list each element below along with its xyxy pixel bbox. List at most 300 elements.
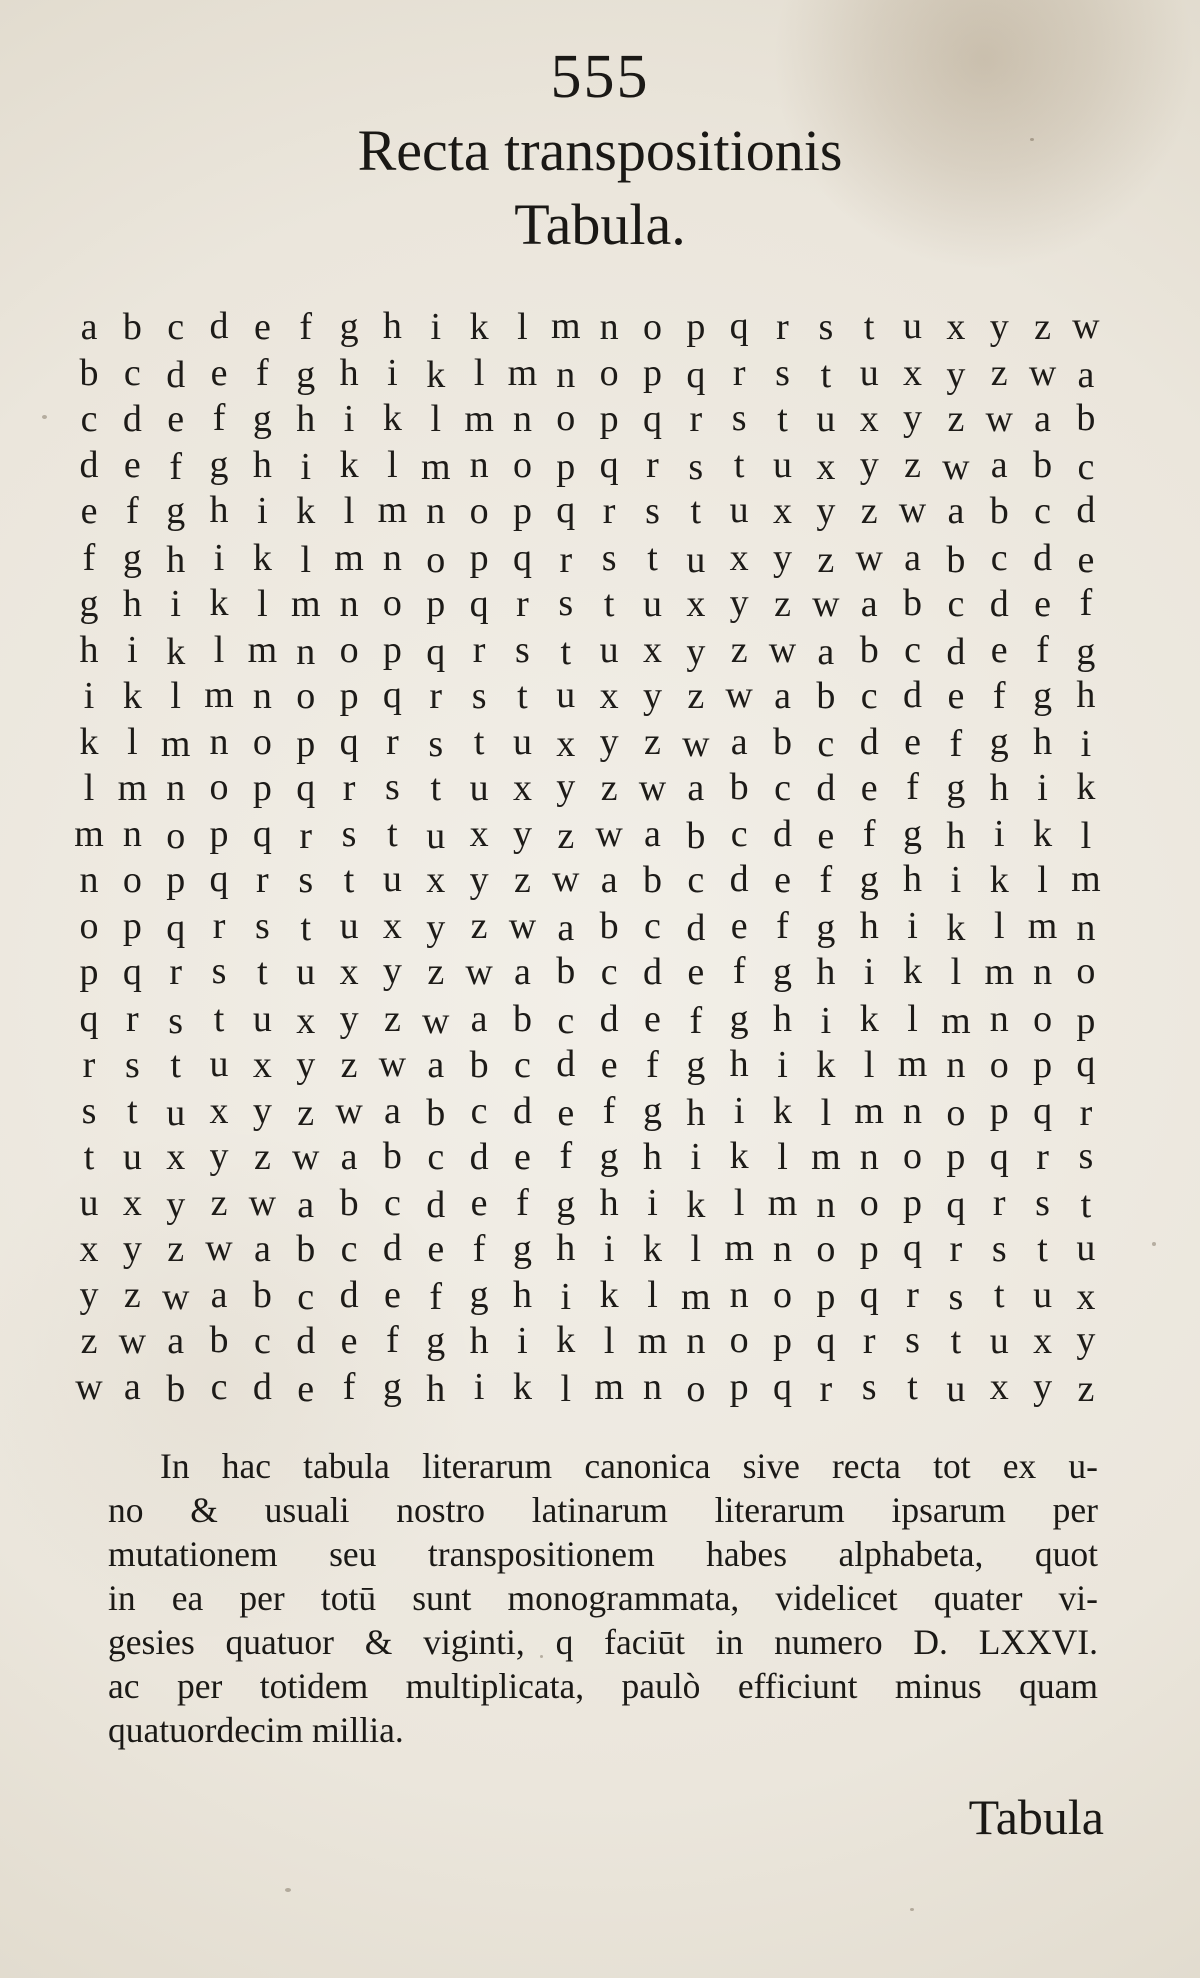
table-cell-letter: c: [210, 1366, 228, 1409]
table-cell-letter: b: [1033, 444, 1053, 487]
table-cell-letter: g: [512, 1227, 532, 1270]
table-cell-letter: o: [122, 859, 142, 902]
table-row: [70, 853, 1105, 902]
table-cell-letter: b: [512, 997, 532, 1040]
table-cell-letter: b: [642, 859, 662, 902]
table-cell-letter: c: [123, 352, 141, 395]
table-cell-letter: u: [382, 858, 402, 901]
table-cell-letter: g: [816, 907, 836, 950]
table-cell-letter: g: [729, 997, 749, 1040]
table-cell-letter: c: [1034, 490, 1051, 533]
table-row: [70, 807, 1105, 858]
table-row: [70, 438, 1105, 489]
table-cell-letter: o: [556, 397, 576, 440]
table-cell-letter: n: [1076, 907, 1096, 950]
table-cell-letter: g: [339, 306, 359, 349]
table-cell-letter: t: [560, 630, 572, 673]
table-cell-letter: z: [427, 951, 445, 994]
table-cell-letter: p: [252, 767, 272, 810]
table-cell-letter: o: [773, 1274, 792, 1317]
table-cell-letter: k: [469, 306, 489, 349]
table-cell-letter: e: [383, 1274, 401, 1317]
table-cell-letter: d: [339, 1274, 359, 1317]
table-cell-letter: y: [79, 1274, 99, 1317]
table-cell-letter: n: [469, 444, 489, 487]
table-cell-letter: a: [687, 767, 705, 810]
table-cell-letter: m: [1071, 858, 1101, 901]
table-cell-letter: n: [426, 490, 446, 533]
table-cell-letter: a: [297, 1183, 315, 1226]
table-cell-letter: z: [904, 444, 921, 487]
table-cell-letter: r: [386, 720, 399, 763]
table-cell-letter: t: [603, 582, 615, 625]
table-cell-letter: t: [820, 354, 832, 397]
table-cell-letter: w: [638, 767, 667, 810]
table-cell-letter: y: [426, 907, 446, 950]
table-cell-letter: y: [252, 1089, 272, 1132]
table-cell-letter: d: [599, 997, 619, 1040]
table-cell-letter: g: [209, 444, 229, 487]
table-cell-letter: r: [299, 815, 313, 858]
table-cell-letter: l: [430, 398, 442, 441]
table-row: [70, 1360, 1105, 1411]
table-cell-letter: m: [854, 1089, 884, 1132]
table-cell-letter: h: [512, 1274, 532, 1317]
table-row: [70, 1314, 1105, 1363]
table-cell-letter: i: [300, 446, 311, 489]
table-cell-letter: o: [209, 766, 229, 809]
table-cell-letter: o: [469, 490, 489, 533]
table-cell-letter: g: [382, 1366, 402, 1409]
table-cell-letter: b: [166, 1368, 186, 1411]
table-cell-letter: s: [775, 352, 790, 395]
table-cell-letter: b: [469, 1043, 489, 1086]
table-cell-letter: g: [252, 398, 272, 441]
table-cell-letter: n: [1033, 951, 1053, 994]
table-cell-letter: y: [903, 397, 923, 440]
table-cell-letter: o: [512, 444, 532, 487]
table-cell-letter: q: [599, 444, 619, 487]
table-cell-letter: l: [863, 1043, 875, 1086]
table-cell-letter: f: [82, 536, 96, 579]
table-cell-letter: q: [339, 720, 359, 763]
table-cell-letter: h: [79, 628, 99, 671]
table-cell-letter: b: [556, 950, 576, 993]
paragraph-line: no & usuali nostro latinarum literarum ipsarum per: [108, 1490, 1098, 1530]
table-cell-letter: k: [686, 1183, 706, 1226]
table-row: [70, 577, 1105, 623]
table-cell-letter: h: [599, 1181, 619, 1224]
table-cell-letter: d: [79, 444, 99, 487]
table-row: [70, 1222, 1105, 1268]
table-cell-letter: i: [863, 951, 875, 994]
table-cell-letter: d: [1033, 536, 1053, 579]
table-cell-letter: e: [947, 674, 965, 717]
table-cell-letter: g: [296, 354, 316, 397]
table-cell-letter: x: [469, 813, 489, 856]
table-cell-letter: t: [83, 1135, 95, 1178]
table-cell-letter: s: [515, 628, 530, 671]
table-cell-letter: f: [862, 813, 876, 856]
table-cell-letter: l: [517, 306, 528, 349]
table-cell-letter: i: [1037, 767, 1048, 810]
table-cell-letter: m: [290, 582, 321, 625]
table-row: [70, 530, 1105, 581]
table-cell-letter: x: [382, 905, 402, 948]
table-cell-letter: u: [599, 628, 619, 671]
table-cell-letter: t: [690, 490, 702, 533]
table-row: [70, 1130, 1105, 1176]
table-cell-letter: r: [472, 628, 486, 671]
page-title: Recta transpositionis: [357, 118, 843, 183]
table-cell-letter: y: [686, 630, 706, 673]
table-cell-letter: u: [989, 1320, 1009, 1363]
table-cell-letter: e: [514, 1135, 531, 1178]
table-cell-letter: p: [729, 1366, 749, 1409]
table-cell-letter: c: [860, 674, 878, 717]
table-cell-letter: y: [859, 444, 879, 487]
table-cell-letter: d: [382, 1226, 402, 1269]
table-row: [70, 761, 1105, 810]
page-subtitle: Tabula.: [514, 192, 686, 257]
table-cell-letter: w: [812, 582, 840, 625]
table-cell-letter: z: [210, 1181, 228, 1224]
table-cell-letter: t: [517, 674, 528, 717]
table-cell-letter: y: [773, 536, 792, 579]
table-cell-letter: n: [729, 1274, 749, 1317]
table-cell-letter: s: [688, 446, 704, 489]
table-cell-letter: x: [642, 628, 662, 671]
table-cell-letter: e: [860, 767, 878, 810]
table-cell-letter: q: [79, 997, 99, 1040]
table-cell-letter: x: [816, 446, 836, 489]
table-cell-letter: r: [559, 538, 573, 581]
table-cell-letter: o: [339, 628, 359, 671]
table-cell-letter: g: [1033, 674, 1053, 717]
table-cell-letter: d: [166, 354, 186, 397]
table-cell-letter: w: [725, 673, 753, 716]
table-cell-letter: i: [387, 352, 398, 395]
table-cell-letter: o: [1076, 950, 1096, 993]
table-cell-letter: c: [167, 306, 185, 349]
table-cell-letter: s: [254, 905, 270, 948]
table-cell-letter: z: [123, 1274, 141, 1317]
table-cell-letter: u: [122, 1135, 142, 1178]
table-cell-letter: l: [993, 905, 1005, 948]
table-cell-letter: t: [863, 306, 875, 349]
table-cell-letter: b: [773, 720, 792, 763]
table-cell-letter: s: [645, 490, 660, 533]
table-cell-letter: x: [859, 398, 879, 441]
table-cell-letter: e: [730, 905, 748, 948]
table-cell-letter: w: [378, 1042, 407, 1085]
table-cell-letter: x: [1033, 1320, 1053, 1363]
table-cell-letter: b: [989, 490, 1009, 533]
table-cell-letter: p: [296, 722, 316, 765]
table-cell-letter: i: [820, 999, 832, 1042]
table-cell-letter: u: [209, 1042, 229, 1085]
table-cell-letter: l: [907, 997, 918, 1040]
table-cell-letter: d: [773, 813, 792, 856]
table-cell-letter: w: [595, 813, 623, 856]
table-row: [70, 1176, 1105, 1226]
table-cell-letter: q: [859, 1274, 879, 1317]
table-cell-letter: t: [127, 1089, 138, 1132]
table-cell-letter: e: [904, 720, 921, 763]
table-cell-letter: l: [387, 444, 398, 487]
table-cell-letter: m: [464, 398, 494, 441]
table-row: [70, 899, 1105, 950]
table-cell-letter: y: [469, 859, 489, 902]
table-cell-letter: k: [859, 997, 879, 1040]
table-cell-letter: k: [339, 444, 359, 487]
table-cell-letter: b: [296, 1227, 316, 1270]
table-cell-letter: p: [426, 582, 446, 625]
table-cell-letter: k: [816, 1043, 836, 1086]
table-cell-letter: i: [257, 490, 268, 533]
table-cell-letter: i: [83, 674, 95, 717]
table-cell-letter: t: [213, 997, 225, 1040]
paragraph-line: In hac tabula literarum canonica sive recta tot ex u-: [160, 1446, 1098, 1486]
table-cell-letter: p: [903, 1181, 923, 1224]
table-cell-letter: y: [166, 1183, 186, 1226]
table-cell-letter: s: [471, 674, 487, 717]
table-cell-letter: f: [256, 352, 269, 395]
table-row: [70, 623, 1105, 673]
table-cell-letter: f: [299, 306, 313, 349]
table-cell-letter: t: [343, 859, 355, 902]
table-cell-letter: c: [427, 1135, 445, 1178]
table-cell-letter: u: [1033, 1274, 1053, 1317]
table-cell-letter: s: [558, 581, 574, 624]
table-cell-letter: c: [600, 951, 618, 994]
table-cell-letter: x: [729, 536, 749, 579]
table-cell-letter: s: [1035, 1181, 1050, 1224]
table-cell-letter: u: [339, 905, 359, 948]
table-cell-letter: w: [118, 1320, 147, 1363]
table-cell-letter: f: [559, 1134, 573, 1177]
table-cell-letter: o: [166, 815, 186, 858]
table-cell-letter: n: [209, 720, 229, 763]
table-cell-letter: z: [947, 398, 965, 441]
table-cell-letter: t: [430, 767, 442, 810]
table-cell-letter: x: [252, 1043, 272, 1086]
table-cell-letter: w: [422, 999, 450, 1042]
table-cell-letter: e: [990, 628, 1008, 671]
table-cell-letter: p: [816, 1276, 836, 1319]
table-cell-letter: x: [599, 674, 619, 717]
table-cell-letter: n: [989, 997, 1009, 1040]
table-cell-letter: w: [898, 489, 927, 532]
table-cell-letter: m: [334, 536, 364, 579]
table-cell-letter: t: [387, 813, 398, 856]
table-cell-letter: k: [166, 630, 186, 673]
table-cell-letter: a: [80, 306, 98, 349]
table-cell-letter: a: [167, 1320, 185, 1363]
table-cell-letter: l: [1080, 815, 1092, 858]
table-cell-letter: t: [950, 1320, 962, 1363]
table-cell-letter: s: [211, 950, 227, 993]
table-cell-letter: k: [1076, 766, 1096, 809]
table-cell-letter: x: [1076, 1276, 1096, 1319]
table-row: [70, 1038, 1105, 1084]
table-cell-letter: f: [342, 1366, 356, 1409]
table-cell-letter: c: [80, 398, 98, 441]
table-cell-letter: z: [1077, 1368, 1095, 1411]
table-cell-letter: a: [947, 490, 965, 533]
table-cell-letter: m: [420, 446, 451, 489]
table-cell-letter: t: [300, 907, 311, 950]
table-cell-letter: q: [512, 536, 532, 579]
table-cell-letter: y: [989, 306, 1009, 349]
table-cell-letter: q: [209, 858, 229, 901]
table-cell-letter: f: [689, 999, 703, 1042]
table-cell-letter: i: [603, 1227, 615, 1270]
table-cell-letter: z: [1034, 306, 1051, 349]
table-cell-letter: e: [817, 815, 835, 858]
table-cell-letter: o: [903, 1134, 923, 1177]
table-cell-letter: k: [989, 859, 1009, 902]
table-cell-letter: i: [560, 1276, 572, 1319]
table-cell-letter: s: [601, 536, 617, 579]
table-cell-letter: c: [817, 722, 835, 765]
table-cell-letter: m: [897, 1042, 928, 1085]
table-cell-letter: r: [429, 674, 443, 717]
table-cell-letter: i: [777, 1043, 788, 1086]
table-cell-letter: a: [514, 951, 531, 994]
table-cell-letter: h: [816, 951, 836, 994]
table-cell-letter: p: [989, 1089, 1009, 1132]
table-cell-letter: d: [729, 858, 749, 901]
table-cell-letter: i: [343, 398, 355, 441]
table-cell-letter: i: [127, 628, 138, 671]
table-cell-letter: m: [160, 722, 191, 765]
table-cell-letter: d: [209, 305, 229, 348]
table-cell-letter: g: [859, 859, 879, 902]
table-cell-letter: l: [603, 1320, 615, 1363]
table-cell-letter: f: [169, 446, 183, 489]
table-cell-letter: y: [816, 490, 836, 533]
table-cell-letter: h: [946, 815, 966, 858]
table-cell-letter: p: [556, 446, 576, 489]
table-row: [70, 669, 1105, 715]
table-cell-letter: a: [600, 859, 618, 902]
table-cell-letter: w: [465, 951, 493, 994]
table-cell-letter: r: [992, 1181, 1006, 1224]
table-cell-letter: r: [169, 951, 183, 994]
table-cell-letter: o: [686, 1368, 706, 1411]
table-cell-letter: b: [426, 1091, 446, 1134]
table-cell-letter: b: [903, 581, 923, 624]
table-cell-letter: c: [1077, 446, 1095, 489]
table-cell-letter: s: [385, 766, 400, 809]
table-cell-letter: m: [204, 673, 234, 716]
table-cell-letter: r: [256, 859, 269, 902]
table-cell-letter: q: [1033, 1089, 1053, 1132]
table-cell-letter: i: [517, 1320, 528, 1363]
table-cell-letter: w: [682, 722, 710, 765]
table-cell-letter: w: [161, 1276, 190, 1319]
table-cell-letter: r: [342, 767, 356, 810]
table-cell-letter: x: [773, 490, 792, 533]
table-cell-letter: z: [600, 767, 618, 810]
table-cell-letter: i: [213, 536, 225, 579]
table-cell-letter: n: [946, 1043, 966, 1086]
table-cell-letter: t: [733, 444, 745, 487]
table-cell-letter: u: [426, 815, 446, 858]
table-cell-letter: m: [507, 352, 538, 395]
table-cell-letter: d: [989, 582, 1009, 625]
table-cell-letter: x: [512, 767, 532, 810]
table-cell-letter: a: [123, 1366, 141, 1409]
table-cell-letter: r: [1079, 1091, 1093, 1134]
table-cell-letter: p: [469, 536, 489, 579]
table-cell-letter: a: [644, 813, 661, 856]
table-cell-letter: d: [122, 398, 142, 441]
table-cell-letter: q: [556, 489, 576, 532]
table-cell-letter: h: [122, 582, 142, 625]
table-cell-letter: e: [644, 997, 661, 1040]
table-cell-letter: m: [941, 999, 971, 1042]
table-cell-letter: w: [985, 398, 1013, 441]
table-cell-letter: c: [990, 536, 1008, 579]
table-cell-letter: h: [989, 767, 1009, 810]
table-cell-letter: f: [646, 1043, 659, 1086]
table-cell-letter: d: [903, 673, 923, 716]
table-cell-letter: n: [859, 1135, 879, 1178]
table-cell-letter: l: [690, 1227, 702, 1270]
table-cell-letter: y: [296, 1043, 316, 1086]
table-cell-letter: f: [126, 490, 139, 533]
table-cell-letter: c: [340, 1227, 358, 1270]
table-cell-letter: t: [1037, 1227, 1048, 1270]
table-cell-letter: g: [946, 767, 966, 810]
paper-speck: [285, 1888, 291, 1892]
table-cell-letter: b: [1076, 397, 1096, 440]
table-cell-letter: z: [470, 905, 488, 948]
table-cell-letter: k: [252, 536, 272, 579]
table-cell-letter: u: [816, 398, 836, 441]
table-cell-letter: p: [382, 628, 402, 671]
table-cell-letter: o: [816, 1227, 836, 1270]
table-cell-letter: d: [859, 720, 879, 763]
table-cell-letter: r: [646, 444, 659, 487]
table-cell-letter: f: [602, 1089, 616, 1132]
table-cell-letter: h: [859, 905, 879, 948]
table-cell-letter: b: [382, 1134, 402, 1177]
table-cell-letter: q: [122, 951, 142, 994]
paper-speck: [1152, 1242, 1156, 1246]
table-cell-letter: r: [126, 997, 139, 1040]
table-cell-letter: a: [340, 1135, 358, 1178]
table-cell-letter: e: [210, 352, 228, 395]
table-cell-letter: z: [253, 1135, 271, 1178]
table-cell-letter: b: [209, 1319, 229, 1362]
table-cell-letter: i: [907, 905, 918, 948]
table-cell-letter: y: [209, 1134, 229, 1177]
table-cell-letter: w: [75, 1366, 103, 1409]
table-cell-letter: l: [257, 582, 268, 625]
table-cell-letter: c: [297, 1276, 315, 1319]
table-cell-letter: p: [209, 813, 229, 856]
table-cell-letter: s: [298, 859, 314, 902]
table-cell-letter: t: [170, 1043, 181, 1086]
table-cell-letter: m: [984, 951, 1014, 994]
table-cell-letter: r: [516, 582, 529, 625]
table-cell-letter: k: [729, 1134, 749, 1177]
table-cell-letter: b: [859, 628, 879, 671]
table-cell-letter: g: [166, 490, 186, 533]
